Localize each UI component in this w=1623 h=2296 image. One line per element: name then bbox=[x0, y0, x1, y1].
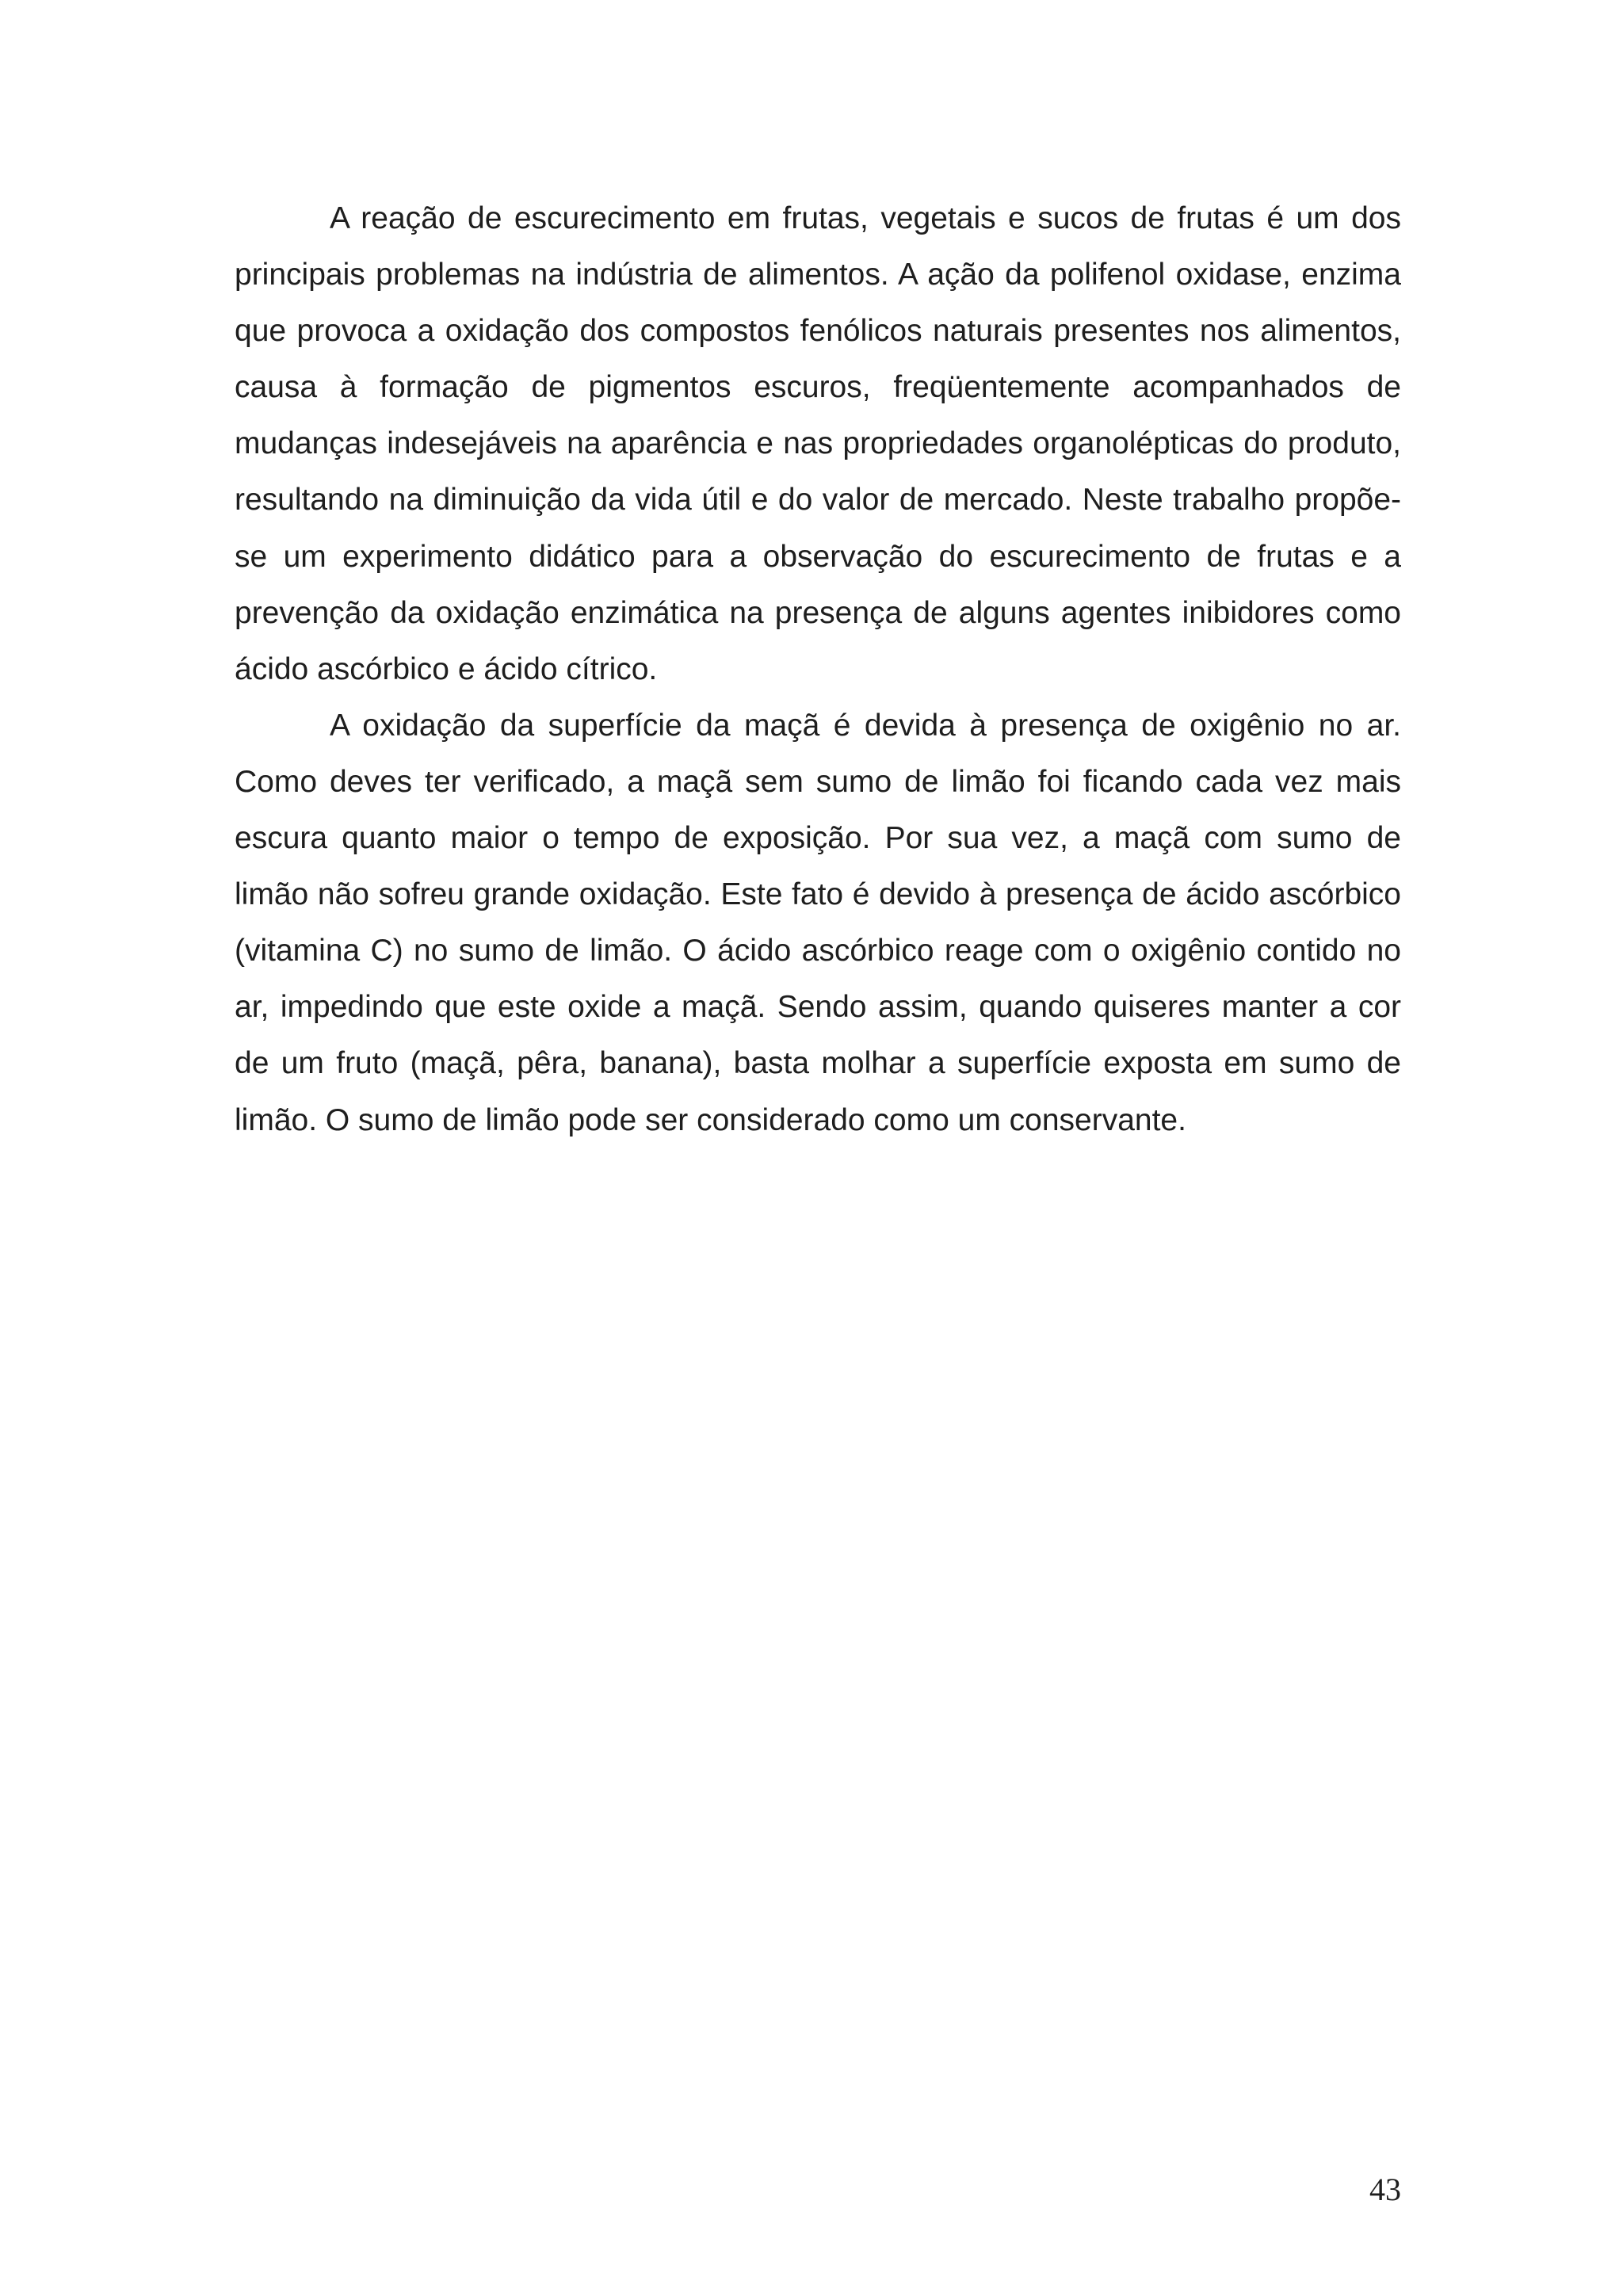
paragraph-1-line-6: propriedades organolépticas do produto, resultando na diminuição da vida útil e bbox=[235, 426, 1401, 518]
paragraph-2-line-3: mais escura quanto maior o tempo de exposição. Por sua vez, a maçã com bbox=[235, 764, 1402, 856]
paragraph-1-line-9: na presença de alguns agentes inibidores como ácido ascórbico e ácido cítrico. bbox=[235, 595, 1401, 686]
body-text bbox=[235, 190, 1401, 1148]
paragraph-1-line-1: A reação de escurecimento em frutas, vegetais e sucos de frutas é um bbox=[330, 201, 1339, 235]
paragraph-2-line-1: A oxidação da superfície da maçã é devida à presença de oxigênio no bbox=[330, 708, 1354, 743]
paragraph-2-line-4: sumo de limão não sofreu grande oxidação. Este fato é devido à presença de bbox=[235, 821, 1401, 912]
paragraph-1-line-7: do valor de mercado. Neste trabalho propõe-se um experimento didático para a bbox=[235, 483, 1401, 574]
paragraph-2-line-5: ácido ascórbico (vitamina C) no sumo de limão. O ácido ascórbico reage com o bbox=[235, 877, 1401, 968]
paragraph-2-line-2: ar. Como deves ter verificado, a maçã sem sumo de limão foi ficando cada vez bbox=[235, 708, 1401, 799]
paragraph-1-line-2: dos principais problemas na indústria de alimentos. A ação da polifenol bbox=[235, 201, 1401, 292]
paragraph-2-line-8: a superfície exposta em sumo de limão. O sumo de limão pode ser considerado bbox=[235, 1046, 1401, 1137]
paragraph-2 bbox=[235, 697, 1401, 1148]
paragraph-1-line-5: freqüentemente acompanhados de mudanças indesejáveis na aparência e nas bbox=[235, 370, 1401, 461]
paragraph-2-line-9: como um conservante. bbox=[873, 1102, 1186, 1137]
paragraph-1 bbox=[235, 190, 1401, 697]
page-number: 43 bbox=[1369, 2172, 1401, 2207]
paragraph-1-line-8: observação do escurecimento de frutas e a prevenção da oxidação enzimática bbox=[235, 539, 1401, 630]
paragraph-2-line-7: quando quiseres manter a cor de um fruto (maçã, pêra, banana), basta molhar bbox=[235, 990, 1402, 1081]
paragraph-2-line-6: oxigênio contido no ar, impedindo que este oxide a maçã. Sendo assim, bbox=[235, 934, 1401, 1025]
paragraph-1-line-4: presentes nos alimentos, causa à formação de pigmentos escuros, bbox=[235, 314, 1401, 405]
paragraph-1-line-3: oxidase, enzima que provoca a oxidação dos compostos fenólicos naturais bbox=[235, 258, 1401, 349]
